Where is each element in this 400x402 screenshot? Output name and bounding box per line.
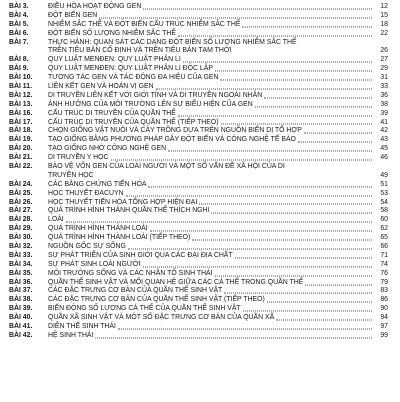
toc-page-number: 51 bbox=[380, 180, 388, 188]
toc-entry bbox=[9, 198, 400, 207]
toc-lesson-title: TRÊN TIÊU BẢN CỐ ĐỊNH VÀ TRÊN TIÊU BẢN TẠM THỜI bbox=[48, 47, 232, 55]
toc-page-number: 66 bbox=[380, 243, 388, 251]
toc-entry bbox=[9, 206, 400, 215]
toc-page-number: 86 bbox=[380, 296, 388, 304]
toc-lesson-title: NHIỄM SẮC THỂ VÀ ĐỘT BIẾN CẤU TRÚC NHIỄM SẮC THỂ bbox=[48, 20, 241, 28]
toc-dot-leader bbox=[143, 266, 372, 267]
toc-dot-leader bbox=[298, 142, 372, 143]
toc-lesson-title: CÁC BẰNG CHỨNG TIẾN HÓA bbox=[48, 180, 147, 188]
toc-dot-leader bbox=[178, 115, 372, 116]
toc-dot-leader bbox=[211, 213, 372, 214]
toc-lesson-number: BÀI 38. bbox=[9, 296, 33, 304]
toc-entry bbox=[9, 260, 400, 269]
toc-page-number: 38 bbox=[380, 100, 388, 108]
toc-dot-leader bbox=[224, 293, 372, 294]
toc-entry bbox=[9, 11, 400, 20]
toc-dot-leader bbox=[128, 248, 372, 249]
toc-page-number: 94 bbox=[380, 314, 388, 322]
toc-dot-leader bbox=[118, 328, 372, 329]
toc-lesson-title: QUÁ TRÌNH HÌNH THÀNH LOÀI bbox=[48, 225, 148, 233]
toc-entry bbox=[9, 118, 400, 127]
toc-dot-leader bbox=[305, 284, 372, 285]
toc-entry bbox=[9, 38, 400, 47]
toc-lesson-title: HỌC THUYẾT ĐACUYN bbox=[48, 189, 124, 197]
toc-lesson-number: BÀI 18. bbox=[9, 127, 33, 135]
toc-page-number: 79 bbox=[380, 278, 388, 286]
toc-dot-leader bbox=[148, 186, 372, 187]
toc-page-number: 90 bbox=[380, 305, 388, 313]
toc-page-number: 41 bbox=[380, 118, 388, 126]
toc-lesson-title: DIỄN THẾ SINH THÁI bbox=[48, 323, 116, 331]
toc-dot-leader bbox=[143, 8, 372, 9]
toc-entry bbox=[9, 29, 400, 38]
toc-entry bbox=[9, 162, 400, 171]
toc-lesson-title: HỌC THUYẾT TIẾN HÓA TỔNG HỢP HIỆN ĐẠI bbox=[48, 198, 198, 206]
toc-entry bbox=[9, 20, 400, 29]
toc-lesson-title: LIÊN KẾT GEN VÀ HOÁN VỊ GEN bbox=[48, 83, 154, 90]
toc-lesson-number: BÀI 17. bbox=[9, 118, 33, 126]
toc-lesson-title: BIẾN ĐỘNG SỐ LƯỢNG CÁ THỂ CỦA QUẦN THỂ SINH VẬT bbox=[48, 305, 241, 313]
toc-entry bbox=[9, 331, 400, 340]
toc-page-number: 43 bbox=[380, 136, 388, 144]
toc-dot-leader bbox=[276, 320, 372, 321]
toc-dot-leader bbox=[243, 311, 372, 312]
toc-entry bbox=[9, 135, 400, 144]
toc-entry bbox=[9, 91, 400, 100]
toc-entry bbox=[9, 224, 400, 233]
toc-lesson-title: ĐỘT BIẾN SỐ LƯỢNG NHIỄM SẮC THỂ bbox=[48, 29, 176, 37]
toc-dot-leader bbox=[199, 204, 372, 205]
toc-lesson-number: BÀI 25. bbox=[9, 189, 33, 197]
toc-dot-leader bbox=[235, 257, 372, 258]
toc-entry bbox=[9, 180, 400, 189]
toc-entry bbox=[9, 322, 400, 331]
toc-lesson-number: BÀI 39. bbox=[9, 305, 33, 313]
toc-lesson-number: BÀI 8. bbox=[9, 56, 29, 64]
toc-lesson-number: BÀI 36. bbox=[9, 278, 33, 286]
toc-lesson-number: BÀI 4. bbox=[9, 11, 29, 19]
toc-entry bbox=[9, 304, 400, 313]
toc-entry bbox=[9, 55, 400, 64]
toc-lesson-number: BÀI 12. bbox=[9, 91, 33, 99]
toc-entry bbox=[9, 100, 400, 109]
toc-lesson-number: BÀI 9. bbox=[9, 65, 29, 73]
toc-entry bbox=[9, 233, 400, 242]
toc-lesson-number: BÀI 3. bbox=[9, 2, 29, 10]
toc-entry bbox=[9, 242, 400, 251]
toc-lesson-number: BÀI 33. bbox=[9, 251, 33, 259]
toc-lesson-title: HỆ SINH THÁI bbox=[48, 331, 94, 339]
toc-lesson-number: BÀI 21. bbox=[9, 154, 33, 162]
toc-lesson-title: CẤU TRÚC DI TRUYỀN CỦA QUẦN THỂ bbox=[48, 109, 176, 117]
toc-lesson-number: BÀI 27. bbox=[9, 207, 33, 215]
toc-entry bbox=[9, 287, 400, 296]
toc-lesson-title: TẠO GIỐNG NHỜ CÔNG NGHỆ GEN bbox=[48, 145, 167, 153]
toc-entry bbox=[9, 82, 400, 91]
toc-entry bbox=[9, 171, 400, 180]
toc-lesson-number: BÀI 26. bbox=[9, 198, 33, 206]
toc-dot-leader bbox=[192, 240, 372, 241]
toc-page-number: 18 bbox=[380, 20, 388, 28]
toc-entry bbox=[9, 46, 400, 55]
toc-entry bbox=[9, 313, 400, 322]
toc-lesson-title: QUÁ TRÌNH HÌNH THÀNH LOÀI (TIẾP THEO) bbox=[48, 234, 191, 242]
toc-entry bbox=[9, 64, 400, 73]
toc-lesson-number: BÀI 29. bbox=[9, 225, 33, 233]
toc-lesson-title: ĐỘT BIẾN GEN bbox=[48, 11, 98, 19]
toc-lesson-number: BÀI 32. bbox=[9, 243, 33, 251]
toc-dot-leader bbox=[66, 222, 372, 223]
toc-entry bbox=[9, 73, 400, 82]
toc-page-number: 71 bbox=[380, 251, 388, 259]
toc-page-number: 22 bbox=[380, 29, 388, 37]
toc-entry bbox=[9, 153, 400, 162]
toc-page-number: 15 bbox=[380, 11, 388, 19]
toc-dot-leader bbox=[150, 231, 372, 232]
toc-lesson-title: ẢNH HƯỞNG CỦA MÔI TRƯỜNG LÊN SỰ BIỂU HIỆN CỦA GEN bbox=[48, 100, 253, 108]
toc-page-number: 76 bbox=[380, 269, 388, 277]
toc-lesson-title: MÔI TRƯỜNG SỐNG VÀ CÁC NHÂN TỐ SINH THÁI bbox=[48, 269, 213, 277]
toc-entry bbox=[9, 278, 400, 287]
toc-entry bbox=[9, 144, 400, 153]
toc-lesson-title: LOÀI bbox=[48, 216, 64, 224]
toc-lesson-number: BÀI 19. bbox=[9, 136, 33, 144]
toc-lesson-number: BÀI 40. bbox=[9, 314, 33, 322]
toc-page-number: 36 bbox=[380, 91, 388, 99]
toc-entry bbox=[9, 2, 400, 11]
toc-lesson-number: BÀI 24. bbox=[9, 180, 33, 188]
toc-lesson-number: BÀI 35. bbox=[9, 269, 33, 277]
toc-lesson-number: BÀI 37. bbox=[9, 287, 33, 295]
toc-dot-leader bbox=[183, 62, 372, 63]
toc-entry bbox=[9, 251, 400, 260]
toc-dot-leader bbox=[220, 80, 372, 81]
toc-entry bbox=[9, 269, 400, 278]
toc-entry bbox=[9, 215, 400, 224]
toc-page-number: 62 bbox=[380, 225, 388, 233]
toc-entry bbox=[9, 295, 400, 304]
toc-lesson-title: SỰ PHÁT TRIỂN CỦA SINH GIỚI QUA CÁC ĐẠI ĐỊA CHẤT bbox=[48, 251, 233, 259]
toc-lesson-number: BÀI 5. bbox=[9, 20, 29, 28]
toc-page-number: 12 bbox=[380, 2, 388, 10]
toc-dot-leader bbox=[111, 160, 373, 161]
toc-page-number: 53 bbox=[380, 189, 388, 197]
toc-page-number: 58 bbox=[380, 207, 388, 215]
toc-page-number: 39 bbox=[380, 109, 388, 117]
toc-entry bbox=[9, 189, 400, 198]
toc-page-number: 33 bbox=[380, 83, 388, 90]
toc-dot-leader bbox=[95, 337, 372, 338]
toc-lesson-title: BẢO VỆ VỐN GEN CỦA LOÀI NGƯỜI VÀ MỘT SỐ VẤN ĐỀ XÃ HỘI CỦA DI bbox=[48, 163, 285, 171]
toc-lesson-number: BÀI 16. bbox=[9, 109, 33, 117]
toc-lesson-number: BÀI 30. bbox=[9, 234, 33, 242]
toc-lesson-title: ĐIỀU HÒA HOẠT ĐỘNG GEN bbox=[48, 2, 142, 10]
toc-entry bbox=[9, 109, 400, 118]
toc-lesson-title: CÁC ĐẶC TRƯNG CƠ BẢN CỦA QUẦN THỂ SINH VẬT bbox=[48, 287, 223, 295]
toc-dot-leader bbox=[215, 71, 372, 72]
toc-lesson-title: QUẦN XÃ SINH VẬT VÀ MỘT SỐ ĐẶC TRƯNG CƠ BẢN CỦA QUẦN XÃ bbox=[48, 314, 275, 322]
toc-lesson-title: QUY LUẬT MENĐEN: QUY LUẬT PHÂN LI ĐỘC LẬP bbox=[48, 65, 213, 73]
toc-lesson-number: BÀI 20. bbox=[9, 145, 33, 153]
toc-lesson-title: CHỌN GIỐNG VẬT NUÔI VÀ CÂY TRỒNG DỰA TRÊN NGUỒN BIẾN DỊ TỔ HỢP bbox=[48, 127, 302, 135]
toc-page-number: 99 bbox=[380, 331, 388, 339]
toc-page-number: 49 bbox=[380, 171, 388, 179]
toc-lesson-number: BÀI 7. bbox=[9, 38, 29, 46]
toc-lesson-number: BÀI 42. bbox=[9, 331, 33, 339]
toc-page-number: 65 bbox=[380, 234, 388, 242]
toc-page-number: 97 bbox=[380, 323, 388, 331]
toc-lesson-title: TƯƠNG TÁC GEN VÀ TÁC ĐỘNG ĐA HIỆU CỦA GEN bbox=[48, 74, 219, 82]
toc-lesson-title: QUY LUẬT MENĐEN: QUY LUẬT PHÂN LI bbox=[48, 56, 181, 64]
toc-lesson-number: BÀI 6. bbox=[9, 29, 29, 37]
toc-dot-leader bbox=[264, 97, 372, 98]
toc-lesson-title: CẤU TRÚC DI TRUYỀN CỦA QUẦN THỂ (TIẾP THEO) bbox=[48, 118, 219, 126]
toc-lesson-title: QUÁ TRÌNH HÌNH THÀNH QUẦN THỂ THÍCH NGHI bbox=[48, 207, 210, 215]
toc-page-number: 31 bbox=[380, 74, 388, 82]
toc-dot-leader bbox=[126, 195, 372, 196]
toc-lesson-number: BÀI 13. bbox=[9, 100, 33, 108]
toc-dot-leader bbox=[255, 106, 372, 107]
toc-lesson-title: TẠO GIỐNG BẰNG PHƯƠNG PHÁP GÂY ĐỘT BIẾN VÀ CÔNG NGHỆ TẾ BÀO bbox=[48, 136, 296, 144]
toc-dot-leader bbox=[221, 124, 372, 125]
toc-dot-leader bbox=[168, 151, 372, 152]
toc-lesson-title: CÁC ĐẶC TRƯNG CƠ BẢN CỦA QUẦN THỂ SINH VẬT (TIẾP THEO) bbox=[48, 296, 265, 304]
toc-lesson-number: BÀI 10. bbox=[9, 74, 33, 82]
toc-dot-leader bbox=[242, 26, 372, 27]
toc-lesson-title: THỰC HÀNH: QUAN SÁT CÁC DẠNG ĐỘT BIẾN SỐ LƯỢNG NHIỄM SẮC THỂ bbox=[48, 38, 297, 46]
toc-page-number: 83 bbox=[380, 287, 388, 295]
toc-dot-leader bbox=[178, 35, 372, 36]
table-of-contents bbox=[0, 2, 400, 402]
toc-lesson-title: TRUYỀN HỌC bbox=[48, 171, 94, 179]
toc-lesson-number: BÀI 34. bbox=[9, 260, 33, 268]
toc-lesson-title: DI TRUYỀN LIÊN KẾT VỚI GIỚI TÍNH VÀ DI TRUYỀN NGOÀI NHÂN bbox=[48, 91, 263, 99]
toc-dot-leader bbox=[215, 275, 372, 276]
toc-dot-leader bbox=[99, 17, 372, 18]
toc-page-number: 54 bbox=[380, 198, 388, 206]
toc-lesson-title: NGUỒN GỐC SỰ SỐNG bbox=[48, 243, 126, 251]
toc-lesson-number: BÀI 22. bbox=[9, 163, 33, 171]
toc-dot-leader bbox=[304, 133, 372, 134]
toc-lesson-number: BÀI 41. bbox=[9, 323, 33, 331]
toc-page-number: 27 bbox=[380, 56, 388, 64]
toc-page-number: 60 bbox=[380, 216, 388, 224]
toc-page-number: 42 bbox=[380, 127, 388, 135]
toc-dot-leader bbox=[156, 88, 372, 89]
toc-lesson-title: DI TRUYỀN Y HỌC bbox=[48, 154, 109, 162]
toc-lesson-number: BÀI 28. bbox=[9, 216, 33, 224]
toc-page-number: 45 bbox=[380, 145, 388, 153]
toc-page-number: 46 bbox=[380, 154, 388, 162]
toc-lesson-title: SỰ PHÁT SINH LOÀI NGƯỜI bbox=[48, 260, 141, 268]
toc-entry bbox=[9, 126, 400, 135]
toc-lesson-title: QUẦN THỂ SINH VẬT VÀ MỐI QUAN HỆ GIỮA CÁC CÁ THỂ TRONG QUẦN THỂ bbox=[48, 278, 304, 286]
toc-page-number: 26 bbox=[380, 47, 388, 55]
toc-dot-leader bbox=[267, 302, 372, 303]
toc-page-number: 29 bbox=[380, 65, 388, 73]
toc-lesson-number: BÀI 11. bbox=[9, 83, 32, 90]
toc-page-number: 74 bbox=[380, 260, 388, 268]
